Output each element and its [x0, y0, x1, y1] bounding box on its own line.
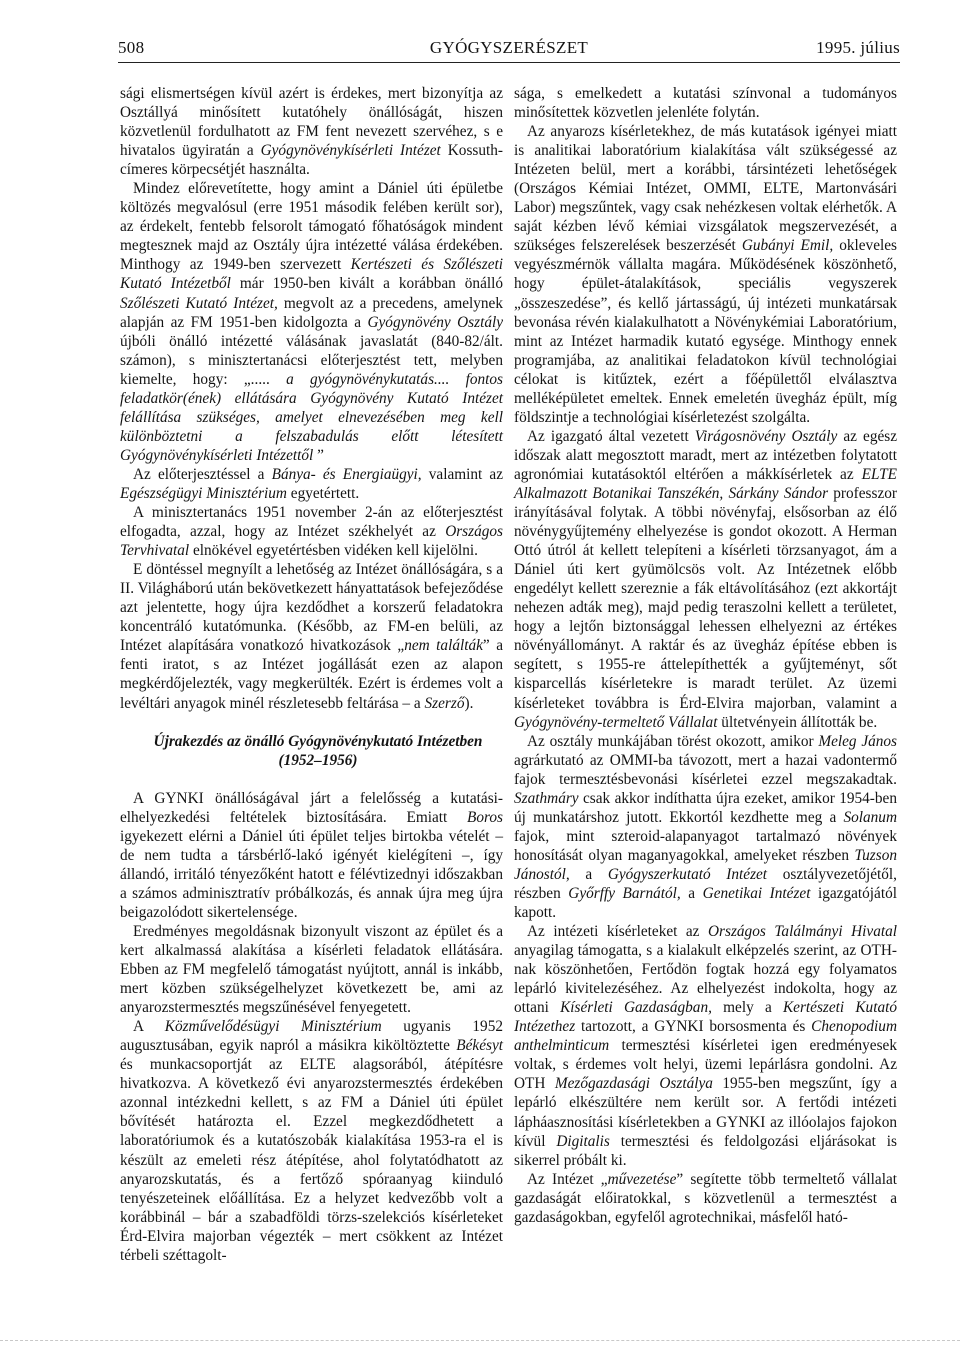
paragraph: Az előterjesztéssel a Bánya- és Energiaügyi, valamint az Egészségügyi Minisztérium egyetértett. [120, 465, 503, 502]
page-header [118, 34, 900, 63]
paragraph: Az intézeti kísérleteket az Országos Találmányi Hivatal anyagilag támogatta, s a kialakult elképzelés szerint, az OTH-nak köszönhetően, Fertődön fogtak hozzá egy folyamatos lepárló kivitelezéséhez. Az elhelyezést indokolta, hogy az ottani Kísérleti Gazdaságban, mely a Kertészeti Kutató Intézethez tartozott, a GYNKI borsosmenta és Chenopodium anthelminticum termesztési kísérletei igen eredményesek voltak, s érdemes volt helyi, üzemi lepárlásra gondolni. Az OTH Mezőgazdasági Osztálya 1955-ben megszűnt, így a lepárló elkészültére nem került sor. A fertődi intézeti lápháasznosítási kísérletekben a GYNKI az illóolajos fajokon kívül Digitalis termesztési és feldolgozási eljárásokat is sikerrel próbált ki. [514, 923, 898, 1169]
paragraph: A GYNKI önállóságával járt a felelősség a kutatási-elhelyezkedési feltételek biztosítására. Emiatt Boros igyekezett elérni a Dániel úti épület teljes birtokba vételét – de nem tudta a társbérlő-lakó igényét kielégíteni –, így állandó, irritáló tényezőként hatott e félévtizednyi időszakban a számos adminisztratív próbálkozás, és annak újra meg újra beigazolódott sikertelensége. [120, 789, 503, 921]
paragraph: Az anyarozs kísérletekhez, de más kutatások igényei miatt is analitikai laboratórium kialakítása vált szükségessé az Intézeten belül, mert a korábbi, társintézeti lehetőségek (Országos Kémiai Intézet, OMMI, ELTE, Martonvásári Labor) megszűntek, vagy csak nehézkesen voltak elérhetők. A saját kézben lévő kémiai vizsgálatok megszervezését, a szükséges felszerelések beszerzését Gubányi Emil, okleveles vegyészmérnök vállalta magára. Működésének köszönhető, hogy épület-átalakítások, speciális vegyszerek „összeszedése”, és kellő jártasságú, új intézeti munkatársak bevonása révén kialakulhatott a Növénykémiai Laboratórium, mint az Intézet harmadik kutató egysége. Minthogy ennek programjába, az analitikai feladatokon kívül technológiai célokat is kitűztek, ezért a főépülettől elválasztva melléképületet emeltek. Ennek emeletén üvegház épült, míg földszintje a technológiai kísérletezést szolgálta. [514, 123, 897, 426]
page-number: 508 [118, 38, 145, 57]
left-column [120, 84, 503, 1265]
paragraph: Az Intézet „művezetése” segítette több termeltető vállalat gazdaságát előiratokkal, s közvetlenül a termesztést a gazdaságokban, egyfelől agrotechnikai, másfelől ható- [514, 1170, 897, 1226]
section-subtitle: (1952–1956) [278, 751, 358, 769]
issue-date: 1995. július [816, 38, 900, 57]
paragraph: sági elismertségen kívül azért is érdekes, mert bizonyítja az Osztállyá minősített kutatóhely önállóságát, hiszen közvetlenül fordulhatott az FM fent nevezett szervéhez, s e hivatalos ügyiratán a Gyógynövénykísérleti Intézet Kossuth-címeres körpecsétjét használta. [120, 85, 503, 179]
paragraph: A Közművelődésügyi Minisztérium ugyanis 1952 augusztusában, egyik napról a másikra kiköltöztette Békésyt és munkacsoportját az ELTE alagsorából, átépítésre hivatkozva. A következő évi anyarozstermesztés érdekében azonnal intézkedni kellett, s az FM a Dániel úti épület bővítését határozta el. Ezzel megkezdődhetett a laboratóriumok és a kutatószobák kialakítása 1953-ra el is készült az emeleti rész átépítése, ahol folytatódhatott az anyarozskutatás, és a fertőző spóraanyag kiinduló tenyészeteinek előállítása. Ez a helyzet kedvezőbb volt a korábbinál – bár a szabadföldi törzs-szelekciós kísérleteket Érd-Elvira majorban végezték – mert csökkent az Intézet térbeli széttagolt- [120, 1018, 503, 1264]
scan-edge-divider [0, 1340, 960, 1341]
paragraph: Az osztály munkájában törést okozott, amikor Meleg János agrárkutató az OMMI-ba távozott, mert a hazai vadontermő fajok termesztésbevonási kísérletei ezzel megszakadtak. Szathmáry csak akkor indíthatta újra ezeket, amikor 1954-ben új munkatárshoz jutott. Ekkortól kezdhette meg a Solanum fajok, mint szteroid-alapanyagot tartalmazó növények honosítását olyan maganyagokkal, amelyeket részben Tuzson Jánostól, a Gyógyszerkutató Intézet osztályvezetőjétől, részben Győrffy Barnától, a Genetikai Intézet igazgatójától kapott. [514, 732, 898, 922]
journal-title: GYÓGYSZERÉSZET [429, 38, 589, 57]
section-title: Újrakezdés az önálló Gyógynövénykutató Intézetben [153, 732, 483, 750]
paragraph: sága, s emelkedett a kutatási színvonal a tudományos minősítettek közvetlen jelenléte folytán. [514, 85, 897, 122]
paragraph: Eredményes megoldásnak bizonyult viszont az épület és a kert alkalmassá alakítása a kísérleti feladatok ellátására. Ebben az FM megfelelő támogatást nyújtott, annál is inkább, mert közben szükségelhelyzet következett be, ami az anyarozstermesztés megszűnésével fenyegetett. [120, 922, 503, 1017]
paragraph: Mindez előrevetítette, hogy amint a Dániel úti épületbe költözés megvalósul (erre 1951 második felében került sor), az érdekelt, fentebb felsorolt támogató főhatóságok mindent megtesznek majd az Osztály újra intézetté válása érdekében. Minthogy az 1949-ben szervezett Kertészeti és Szőlészeti Kutató Intézetből már 1950-ben kivált a korábban önálló Szőlészeti Kutató Intézet, megvolt az a precedens, amelynek alapján az FM 1951-ben kidolgozta a Gyógynövény Osztály újbóli önálló intézetté válásának javaslatát (840-82/ált. számon), s minisztertanácsi előterjesztést tett, melyben kiemelte, hogy: „..... a gyógynövénykutatás.... fontos feladatkör(ének) ellátására Gyógynövény Kutató Intézet felállítása szükséges, amelyet elnevezésében meg kell különböztetni a felszabadulás előtt létesített Gyógynövénykísérleti Intézettől ” [120, 180, 504, 464]
paragraph: Az igazgató által vezetett Virágosnövény Osztály az egész időszak alatt megosztott maradt, mert az intézetben folytatott agronómiai kutatásoktól eltérően a mákkísérletek az ELTE Alkalmazott Botanikai Tanszékén, Sárkány Sándor professzor irányításával folytak. A többi növényfaj, elsősorban az élő növénygyűjtemény elhelyezése is gondot okozott. A Herman Ottó útról át kellett telepíteni a kísérleti törzsanyagot, ám a Dániel úti kert gyümölcsös volt. Az Intézetnek előbb engedélyt kellett szereznie a fák eltávolításához (ezt akkortájt nehezen adták meg), majd pedig teraszolni kellett a területet, hogy a lejtőn biztonsággal lehessen elhelyezni az értékes növényállományt. A raktár és az üvegház építése ebben is segített, s 1955-re áttelepíthették a gyűjteményt, sőt kisparcellás kísérletekre is maradt terület. Az üzemi kísérleteket továbbra is Érd-Elvira majorban, valamint a Gyógynövény-termeltető Vállalat ültetvényein állították be. [514, 427, 898, 731]
right-column [514, 84, 897, 1227]
paragraph: A minisztertanács 1951 november 2-án az előterjesztést elfogadta, azzal, hogy az Intézet székhelyét az Országos Tervhivatal elnökével egyetértésben vidéken kell kijelölni. [120, 504, 503, 560]
paragraph: E döntéssel megnyílt a lehetőség az Intézet önállóságára, s a II. Világháború után bekövetkezett hányattatások befejeződése azt jelentette, hogy újra kezdődhet a korszerű feladatokra koncentráló kutatómunka. (Később, az FM-en belüli, az Intézet alapítására vonatkozó hivatkozások „nem találták” a fenti iratot, s az Intézet jogállását ezen az alapon megkérdőjelezték, vagy megkerülték. Ezért is érdemes volt a levéltári anyagok minél részletesebb feltárása – a Szerző). [120, 561, 503, 712]
